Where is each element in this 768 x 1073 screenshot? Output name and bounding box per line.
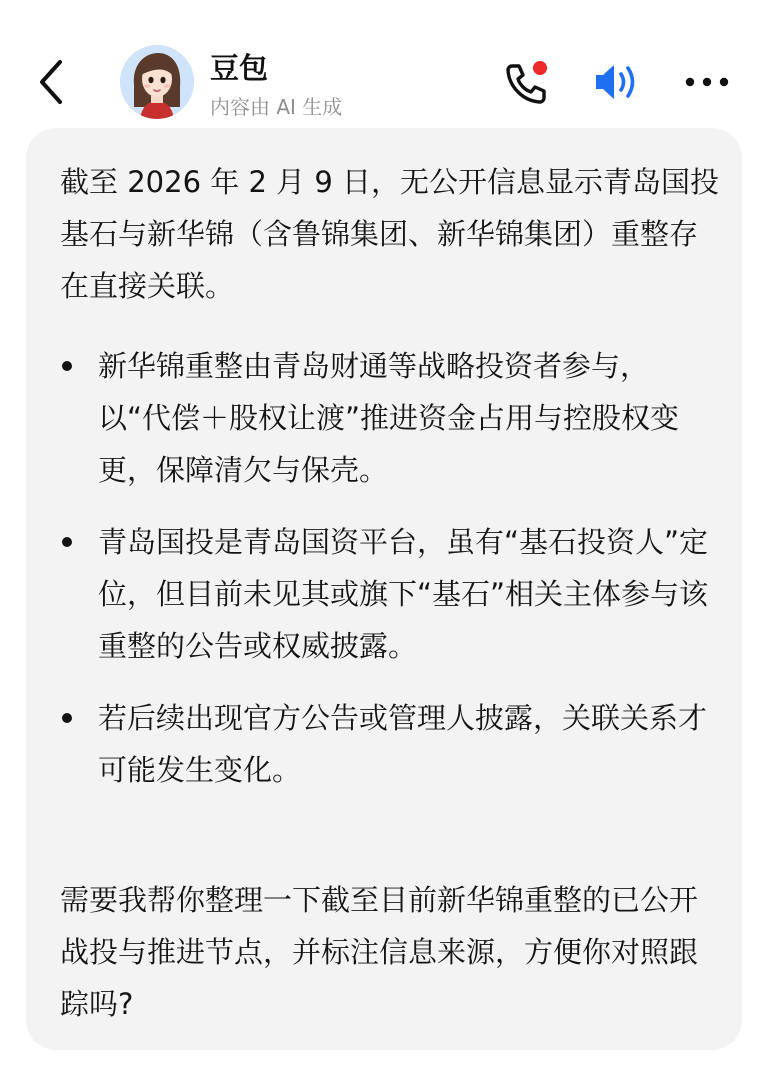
message-closing: 需要我帮你整理一下截至目前新华锦重整的已公开战投与推进节点，并标注信息来源，方便你对照跟踪吗? — [60, 883, 699, 1021]
bullet-dot — [62, 361, 72, 371]
list-item-text: 新华锦重整由青岛财通等战略投资者参与，以“代偿＋股权让渡”推进资金占用与控股权变更，保障清欠与保壳。 — [98, 349, 680, 487]
phone-icon — [502, 60, 550, 106]
speaker-button[interactable] — [592, 60, 642, 104]
chevron-left-icon — [26, 52, 78, 112]
message-intro: 截至 2026 年 2 月 9 日，无公开信息显示青岛国投基石与新华锦（含鲁锦集团、新华锦集团）重整存在直接关联。 — [60, 165, 720, 303]
back-button[interactable] — [26, 52, 78, 112]
notification-dot — [533, 61, 547, 75]
list-item — [60, 692, 720, 796]
list-item-text: 若后续出现官方公告或管理人披露，关联关系才可能发生变化。 — [98, 701, 708, 787]
bullet-dot — [62, 537, 72, 547]
list-item-text: 青岛国投是青岛国资平台，虽有“基石投资人”定位，但目前未见其或旗下“基石”相关主体参与该重整的公告或权威披露。 — [98, 525, 709, 663]
chat-title: 豆包 — [210, 51, 269, 85]
bullet-dot — [62, 713, 72, 723]
list-item — [60, 516, 720, 672]
more-button[interactable] — [682, 68, 732, 96]
avatar[interactable] — [120, 45, 194, 119]
more-dots-icon — [682, 68, 732, 96]
message-bullet-list — [60, 340, 720, 796]
speaker-icon — [592, 60, 642, 104]
call-button[interactable] — [502, 60, 550, 106]
ai-disclaimer: 内容由 AI 生成 — [210, 95, 343, 119]
ai-message-bubble — [26, 128, 742, 1050]
list-item — [60, 340, 720, 496]
avatar-icon — [120, 45, 194, 119]
chat-header — [0, 0, 768, 128]
